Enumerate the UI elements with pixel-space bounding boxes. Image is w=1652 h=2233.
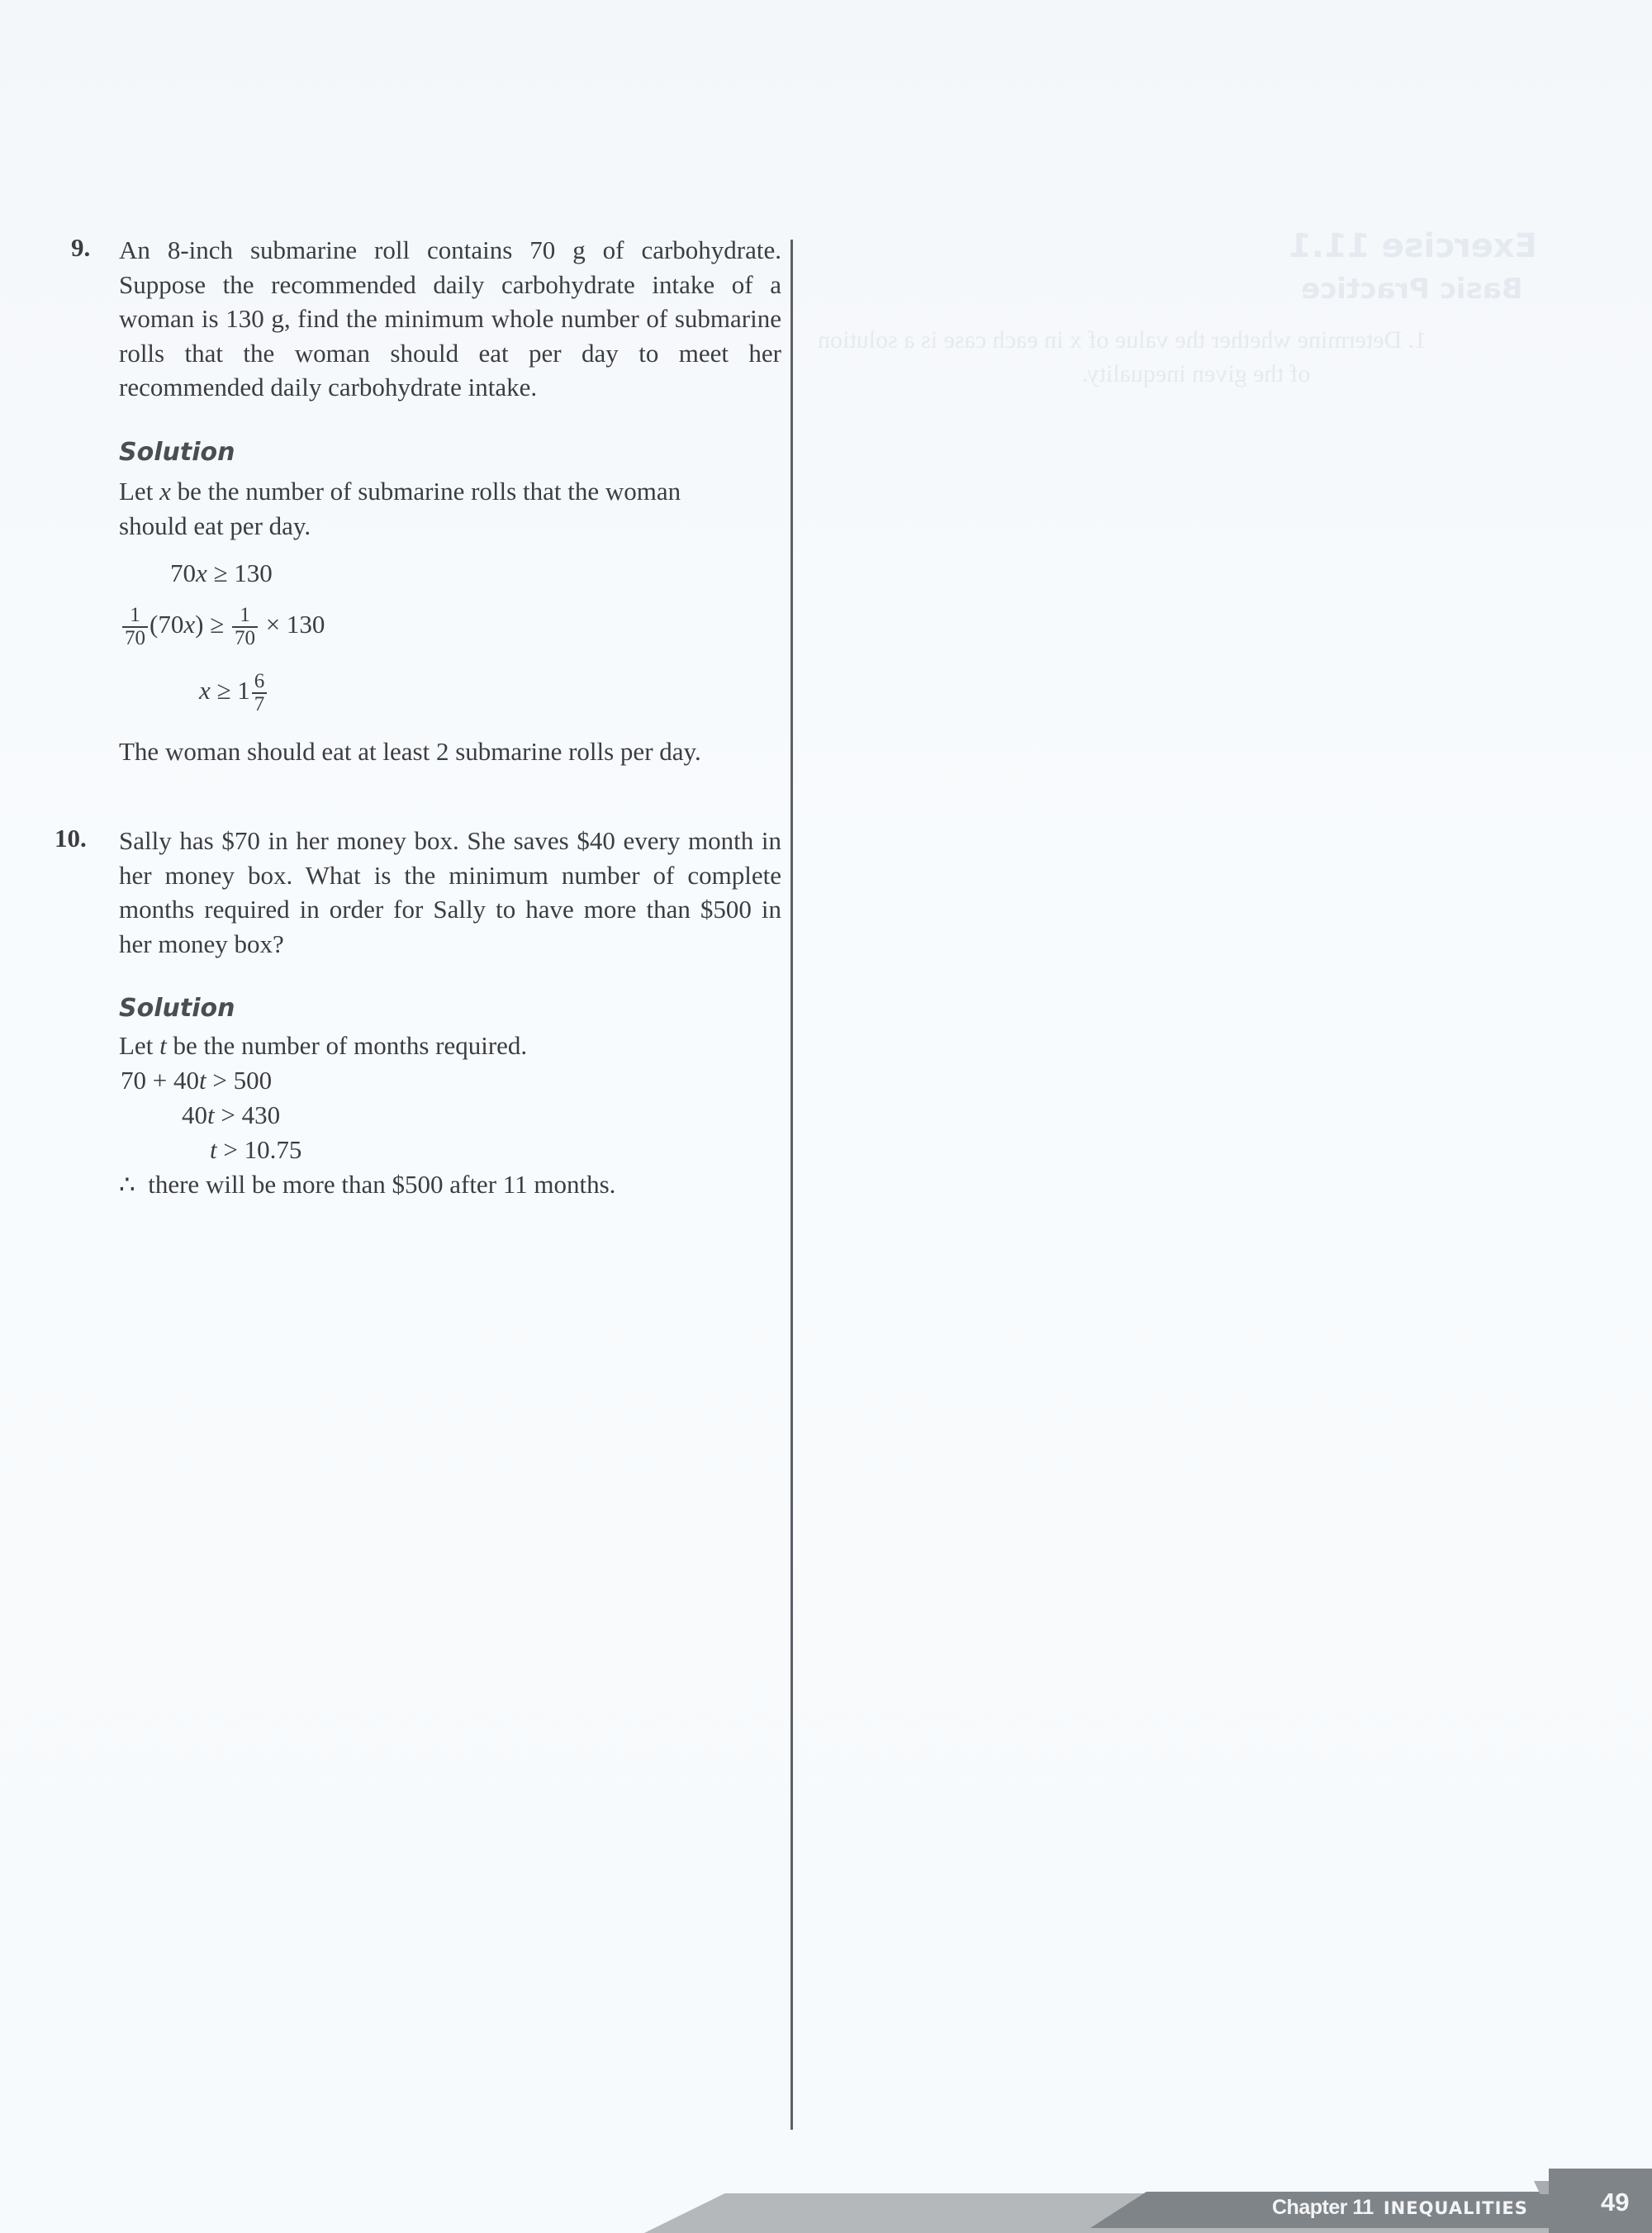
question-number: 9. (71, 233, 91, 262)
question-text: Sally has $70 in her money box. She saves $40 every month in her money box. What is the minimum number of complete months required in order for Sally to have more than $500 in her money box? (119, 826, 781, 958)
solution-9 (71, 438, 781, 785)
bleed-through-subheading: Basic Practice (1301, 273, 1523, 306)
chapter-label: Chapter 11 (1272, 2196, 1374, 2219)
column-divider (790, 240, 793, 2130)
solution-heading: Solution (119, 438, 235, 467)
solution-conclusion: The woman should eat at least 2 submarine rolls per day. (119, 737, 701, 766)
solution-10 (71, 994, 781, 1209)
fraction: $\frac{1}{70}$ (232, 605, 258, 649)
running-footer (1272, 2196, 1528, 2220)
solution-heading: Solution (119, 994, 235, 1023)
question-text: An 8-inch submarine roll contains 70 g of carbohydrate. Suppose the recommended daily carbohydrate intake of a woman is 130 g, find the minimum whole number of submarine rolls that the woman should eat per day to meet her recommended daily carbohydrate intake. (119, 235, 781, 401)
solution-intro-cont: should eat per day. (119, 511, 311, 540)
page-number: 49 (1601, 2188, 1630, 2216)
step-result: t > 10.75 (210, 1135, 302, 1164)
solution-conclusion: ∴ there will be more than $500 after 11 months. (119, 1170, 616, 1199)
solution-intro: Let t be the number of months required. (119, 1031, 528, 1060)
step-result: x ≥ 1 $\frac{6}{7}$ (199, 671, 268, 715)
step-subtract: 40t > 430 (182, 1100, 281, 1129)
bleed-through-line: of the given inequality. (1082, 360, 1311, 387)
step-inequality: 70 + 40t > 500 (121, 1066, 273, 1095)
solution-intro: Let x be the number of submarine rolls that the woman (119, 477, 681, 506)
bleed-through-line: 1. Determine whether the value of x in each case is a solution (818, 326, 1427, 354)
question-10 (55, 824, 781, 961)
fraction: $\frac{1}{70}$ (122, 605, 148, 649)
therefore-symbol: ∴ (119, 1170, 135, 1199)
fraction: $\frac{6}{7}$ (252, 671, 268, 715)
chapter-topic: INEQUALITIES (1383, 2198, 1528, 2218)
question-number: 10. (55, 824, 87, 853)
bleed-through-heading: Exercise 11.1 (1289, 227, 1537, 265)
step-inequality: 70x ≥ 130 (170, 558, 273, 587)
step-multiply: $\frac{1}{70}$ (70x) ≥ $\frac{1}{70}$ × 130 (121, 605, 325, 649)
question-9 (71, 233, 781, 405)
